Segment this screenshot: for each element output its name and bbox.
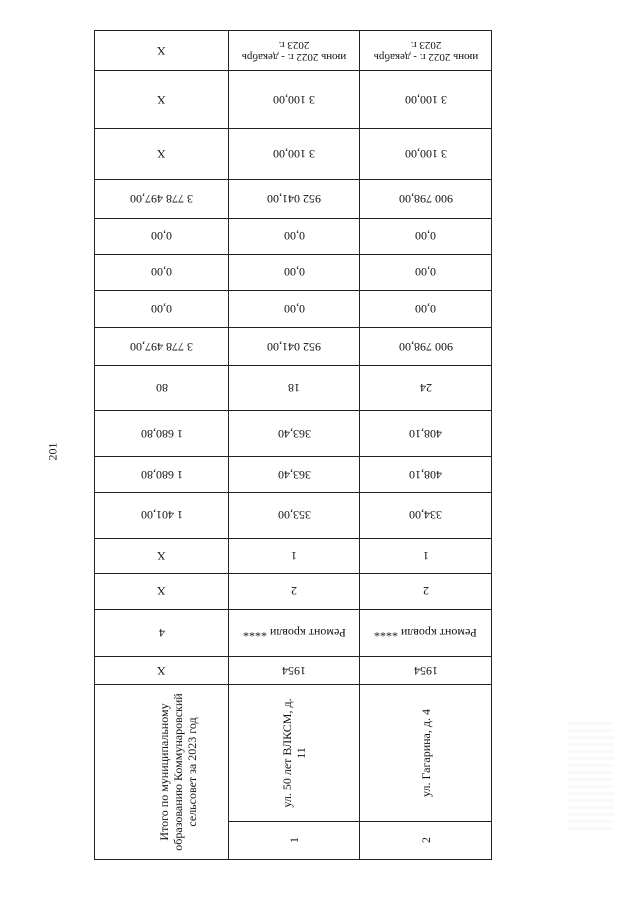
cell-r2-c4: 408,10 xyxy=(360,457,492,492)
cell-total-c10: 0,00 xyxy=(95,218,229,254)
cell-total-c2: Х xyxy=(95,538,229,573)
cell-r2-c7: 900 798,00 xyxy=(360,328,492,366)
cell-total-c9: 0,00 xyxy=(95,254,229,290)
row-address xyxy=(95,685,492,821)
cell-total-c3: 1 401,00 xyxy=(95,492,229,538)
row-c7 xyxy=(95,328,492,366)
cell-total-c7: 3 778 497,00 xyxy=(95,328,229,366)
row-year xyxy=(95,657,492,685)
cell-r2-number: 2 xyxy=(360,821,492,859)
cell-r2-c8: 0,00 xyxy=(360,290,492,327)
cell-r1-c5: 363,40 xyxy=(229,411,360,457)
repair-register-table xyxy=(94,30,492,860)
cell-r2-c13: 3 100,00 xyxy=(360,71,492,129)
row-c10 xyxy=(95,218,492,254)
row-work-type xyxy=(95,610,492,657)
scan-artifact xyxy=(568,720,614,830)
cell-r2-c2: 1 xyxy=(360,538,492,573)
cell-r2-c3: 334,00 xyxy=(360,492,492,538)
cell-total-work-type: 4 xyxy=(95,610,229,657)
cell-r1-c7: 952 041,00 xyxy=(229,328,360,366)
cell-r2-c5: 408,10 xyxy=(360,411,492,457)
cell-total-period: Х xyxy=(95,31,229,71)
cell-total-c1: Х xyxy=(95,573,229,609)
cell-r2-c6: 24 xyxy=(360,366,492,411)
cell-r2-address: ул. Гагарина, д. 4 xyxy=(360,685,492,821)
row-c4 xyxy=(95,457,492,492)
cell-r2-c10: 0,00 xyxy=(360,218,492,254)
cell-r1-c12: 3 100,00 xyxy=(229,129,360,179)
cell-total-c8: 0,00 xyxy=(95,290,229,327)
cell-total-c12: Х xyxy=(95,129,229,179)
cell-r1-c8: 0,00 xyxy=(229,290,360,327)
cell-r1-address: ул. 50 лет ВЛКСМ, д. 11 xyxy=(229,685,360,821)
row-c2 xyxy=(95,538,492,573)
cell-total-c6: 80 xyxy=(95,366,229,411)
row-period xyxy=(95,31,492,71)
row-c3 xyxy=(95,492,492,538)
cell-r1-c1: 2 xyxy=(229,573,360,609)
cell-r2-period: июнь 2022 г. - декабрь 2023 г. xyxy=(360,31,492,71)
cell-r2-c9: 0,00 xyxy=(360,254,492,290)
cell-total-c4: 1 680,80 xyxy=(95,457,229,492)
cell-r2-c1: 2 xyxy=(360,573,492,609)
page-number: 201 xyxy=(45,442,60,461)
cell-r1-c4: 363,40 xyxy=(229,457,360,492)
row-c13 xyxy=(95,71,492,129)
cell-total-c5: 1 680,80 xyxy=(95,411,229,457)
cell-r1-c6: 18 xyxy=(229,366,360,411)
cell-r2-work-type: Ремонт кровли **** xyxy=(360,610,492,657)
cell-r1-c9: 0,00 xyxy=(229,254,360,290)
cell-r1-c13: 3 100,00 xyxy=(229,71,360,129)
row-c5 xyxy=(95,411,492,457)
cell-r2-c11: 900 798,00 xyxy=(360,179,492,218)
row-c6 xyxy=(95,366,492,411)
cell-r1-number: 1 xyxy=(229,821,360,859)
row-c8 xyxy=(95,290,492,327)
cell-r2-c12: 3 100,00 xyxy=(360,129,492,179)
cell-total-c13: Х xyxy=(95,71,229,129)
cell-r1-work-type: Ремонт кровли **** xyxy=(229,610,360,657)
row-c9 xyxy=(95,254,492,290)
cell-r1-c3: 353,00 xyxy=(229,492,360,538)
cell-r1-c2: 1 xyxy=(229,538,360,573)
cell-total-c11: 3 778 497,00 xyxy=(95,179,229,218)
cell-r1-period: июнь 2022 г. - декабрь 2023 г. xyxy=(229,31,360,71)
row-c12 xyxy=(95,129,492,179)
row-c1 xyxy=(95,573,492,609)
cell-total-year: Х xyxy=(95,657,229,685)
row-c11 xyxy=(95,179,492,218)
cell-r1-c11: 952 041,00 xyxy=(229,179,360,218)
cell-r1-c10: 0,00 xyxy=(229,218,360,254)
cell-r1-year: 1954 xyxy=(229,657,360,685)
cell-r2-year: 1954 xyxy=(360,657,492,685)
cell-total-label: Итого по муниципальному образованию Коммунаровский сельсовет за 2023 год xyxy=(95,685,229,860)
